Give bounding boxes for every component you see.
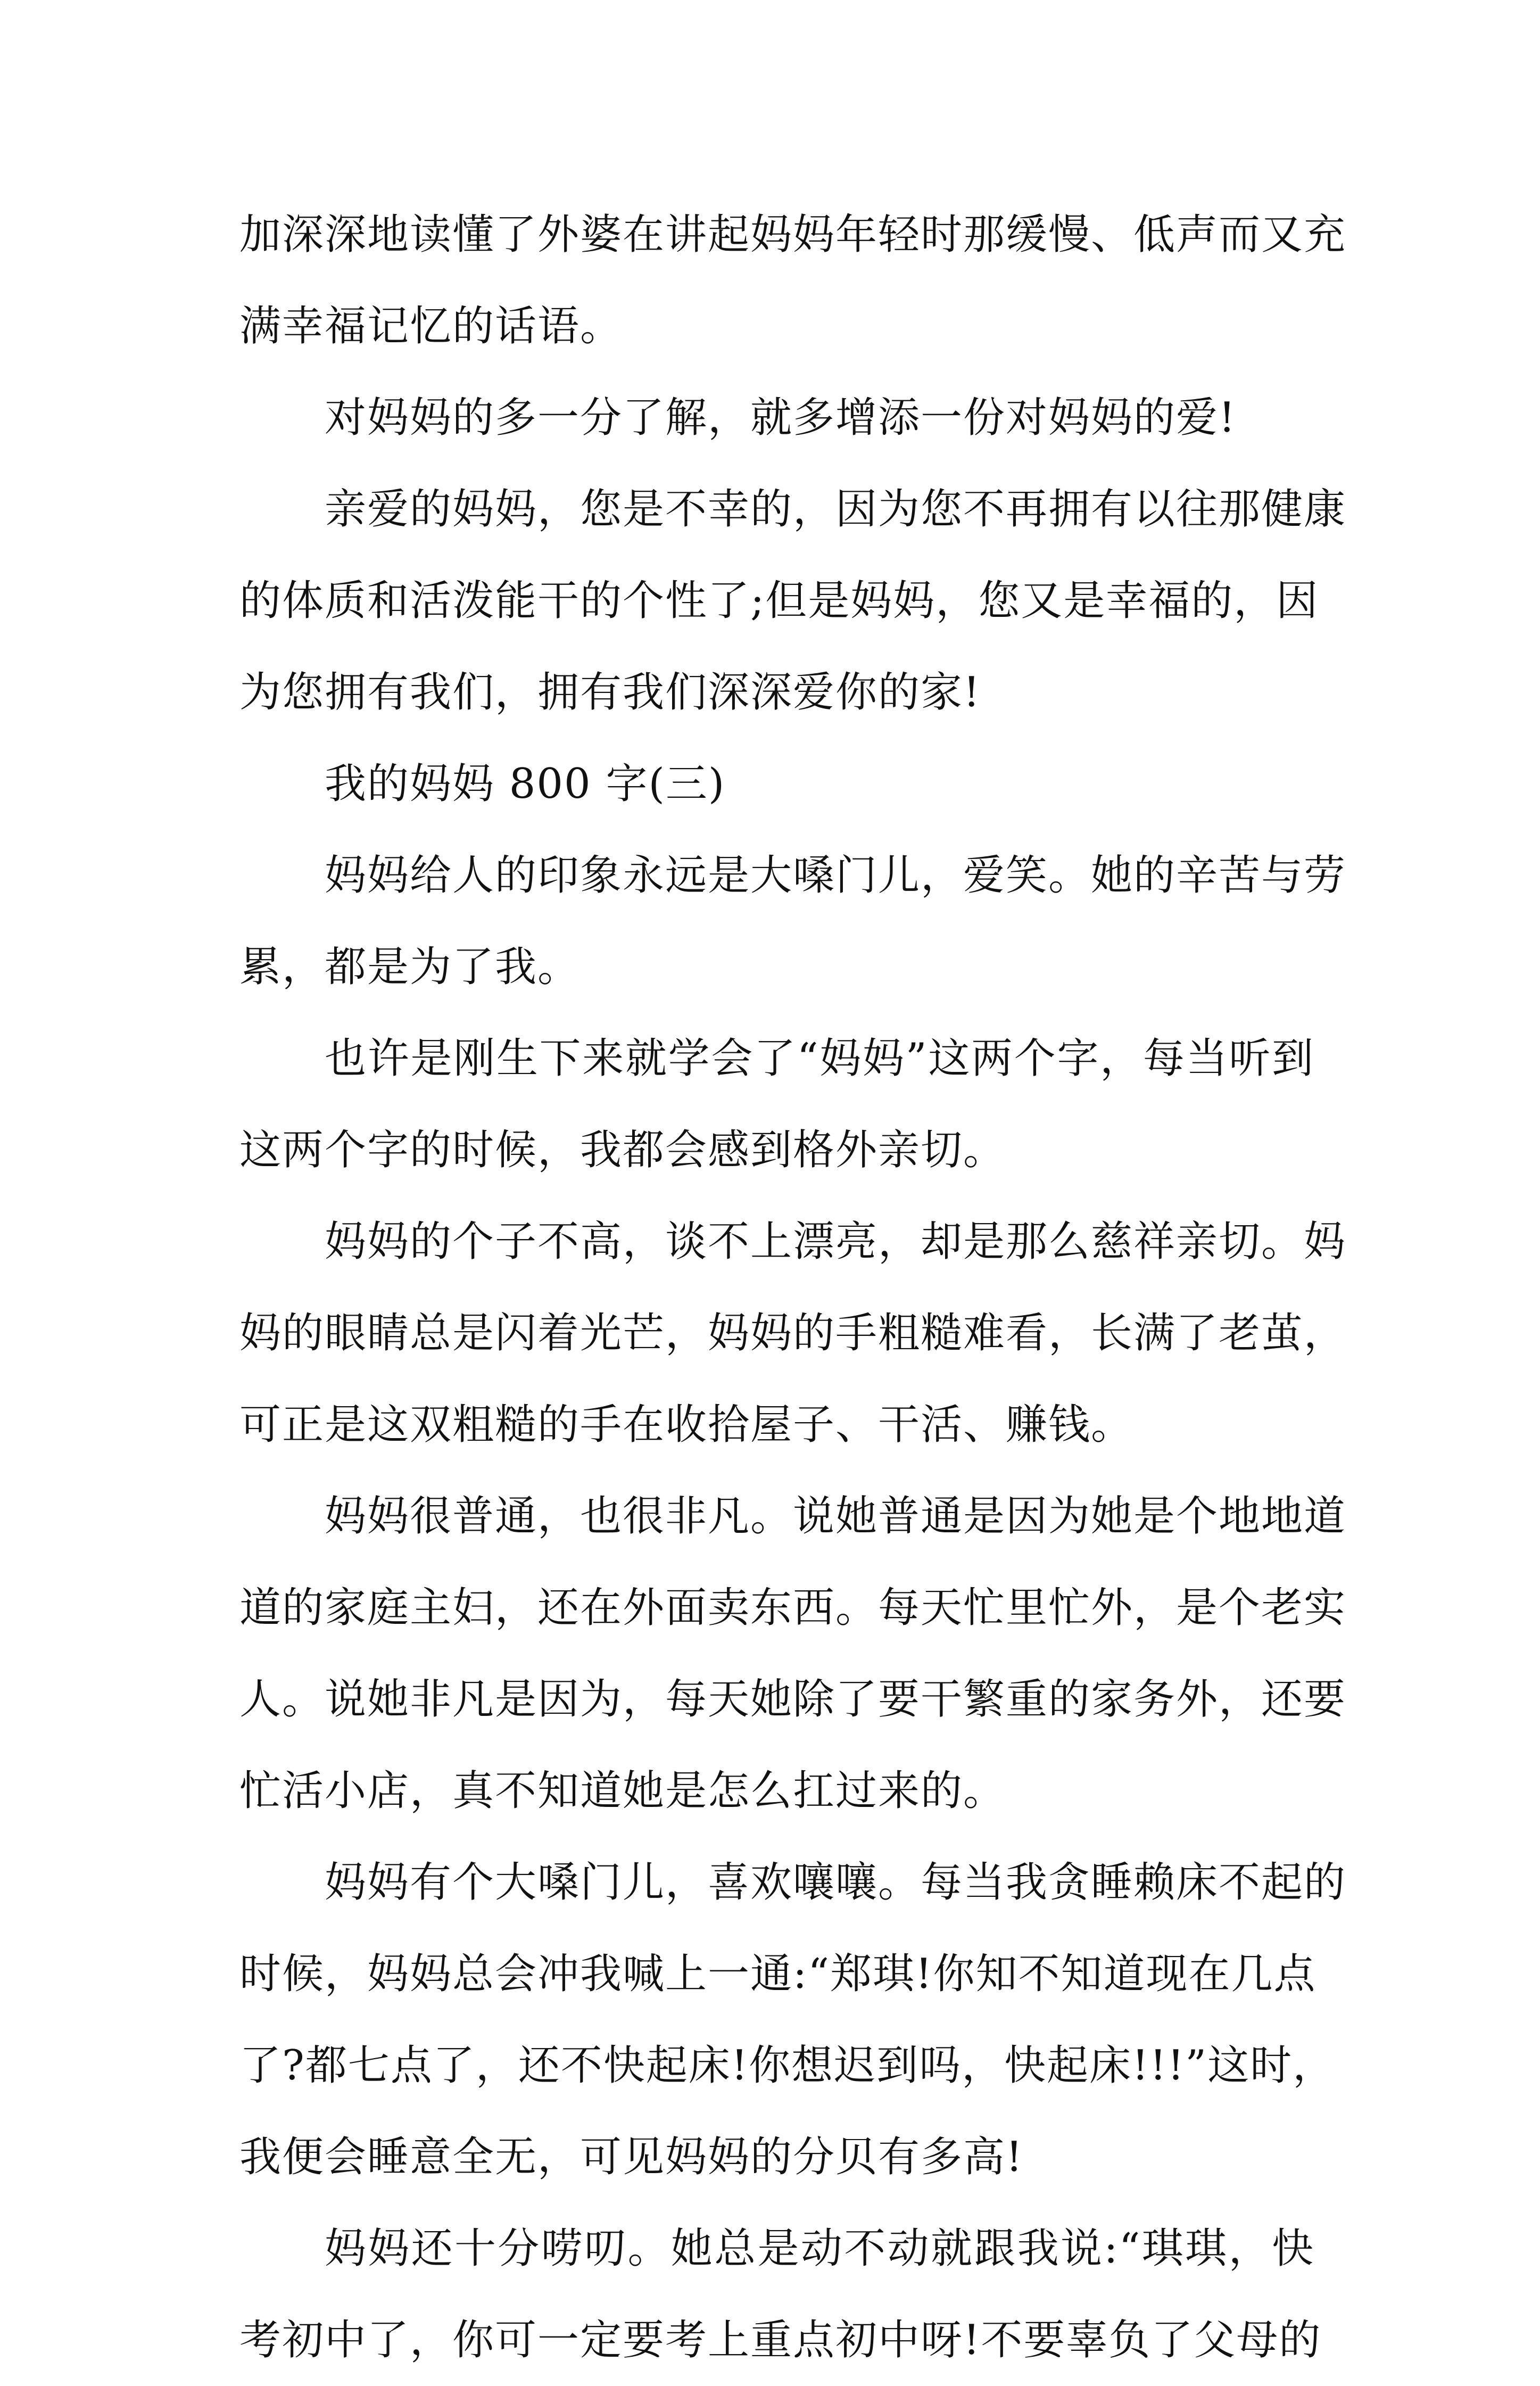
text-line: 妈妈还十分唠叨。她总是动不动就跟我说:“琪琪，快 [325,2225,1314,2273]
text-line: 的体质和活泼能干的个性了;但是妈妈，您又是幸福的，因 [239,577,1319,625]
text-line: 我的妈妈 800 字(三) [325,760,726,808]
text-line: 加深深地读懂了外婆在讲起妈妈年轻时那缓慢、低声而又充 [239,211,1347,259]
text-line: 对妈妈的多一分了解，就多增添一份对妈妈的爱! [325,394,1237,442]
text-line: 了?都七点了，还不快起床!你想迟到吗，快起床!!!”这时， [239,2042,1336,2090]
text-line: 妈妈给人的印象永远是大嗓门儿，爱笑。她的辛苦与劳 [325,852,1347,899]
text-line: 为您拥有我们，拥有我们深深爱你的家! [239,668,981,716]
text-line: 累，都是为了我。 [239,943,581,991]
text-line: 这两个字的时候，我都会感到格外亲切。 [239,1126,1006,1174]
text-line: 满幸福记忆的话语。 [239,302,623,350]
document-body [239,189,1347,2386]
text-line: 妈妈很普通，也很非凡。说她普通是因为她是个地地道 [325,1492,1347,1540]
text-line: 道的家庭主妇，还在外面卖东西。每天忙里忙外，是个老实 [239,1584,1347,1632]
text-line: 时候，妈妈总会冲我喊上一通:“郑琪!你知不知道现在几点 [239,1950,1317,1998]
text-line: 妈的眼睛总是闪着光芒，妈妈的手粗糙难看，长满了老茧， [239,1309,1347,1357]
text-line: 考初中了，你可一定要考上重点初中呀!不要辜负了父母的 [239,2316,1322,2364]
text-line: 可正是这双粗糙的手在收拾屋子、干活、赚钱。 [239,1401,1134,1449]
text-line: 妈妈有个大嗓门儿，喜欢嚷嚷。每当我贪睡赖床不起的 [325,1859,1347,1906]
text-line: 也许是刚生下来就学会了“妈妈”这两个字，每当听到 [325,1035,1314,1083]
text-line: 忙活小店，真不知道她是怎么扛过来的。 [239,1767,1006,1815]
text-line: 我便会睡意全无，可见妈妈的分贝有多高! [239,2133,1024,2181]
text-line: 妈妈的个子不高，谈不上漂亮，却是那么慈祥亲切。妈 [325,1218,1347,1266]
text-line: 亲爱的妈妈，您是不幸的，因为您不再拥有以往那健康 [325,485,1347,533]
text-line: 人。说她非凡是因为，每天她除了要干繁重的家务外，还要 [239,1675,1347,1723]
